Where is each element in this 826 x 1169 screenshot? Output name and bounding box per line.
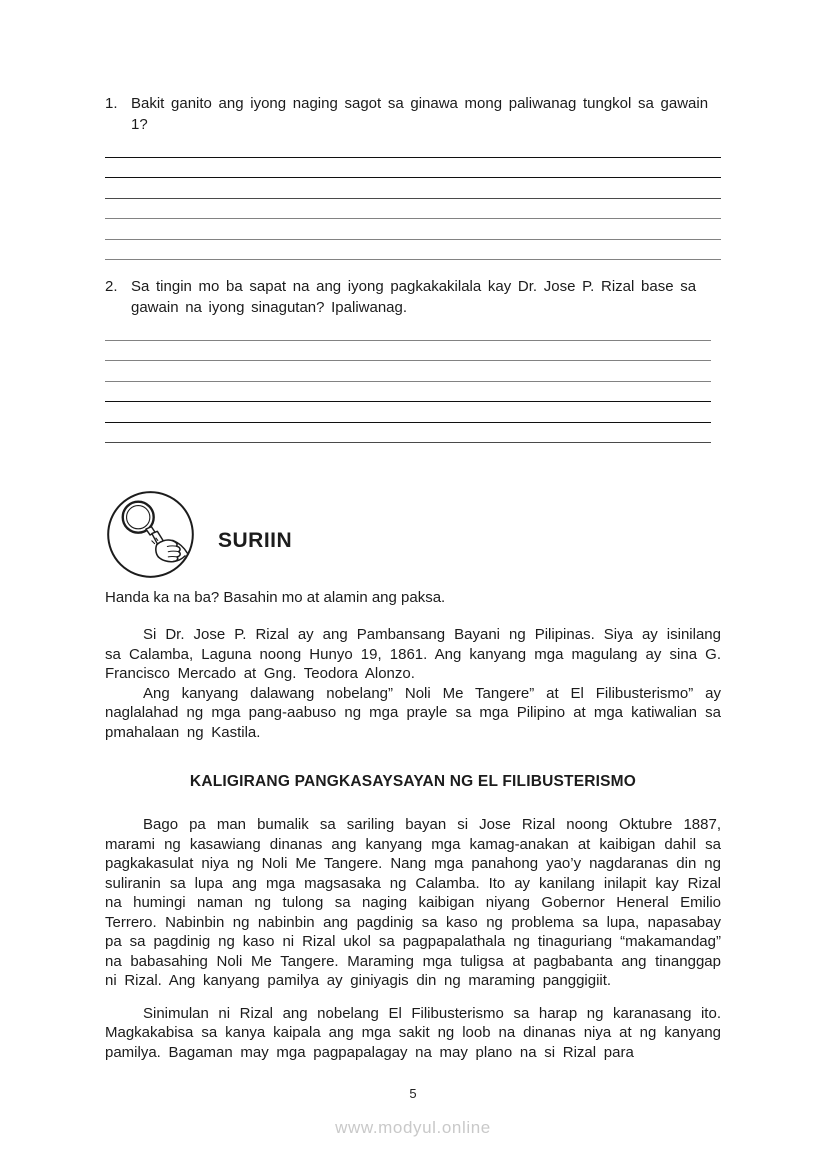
answer-line bbox=[105, 199, 721, 220]
suriin-section-header bbox=[105, 489, 721, 580]
question-1 bbox=[105, 93, 721, 135]
answer-line bbox=[105, 361, 711, 382]
question-2-block bbox=[105, 276, 721, 443]
section-title: SURIIN bbox=[218, 528, 293, 552]
lead-text: Handa ka na ba? Basahin mo at alamin ang paksa. bbox=[105, 589, 446, 606]
magnifier-hand-icon bbox=[105, 489, 196, 580]
question-2 bbox=[105, 276, 721, 318]
question-2-number: 2. bbox=[105, 278, 118, 295]
question-1-block bbox=[105, 93, 721, 260]
intro-paragraph-2: Ang kanyang dalawang nobelang” Noli Me Tangere” at El Filibusterismo” ay naglalahad ng mga pang-aabuso ng mga prayle sa mga Pilipino at mga katiwalian sa pmahalaan ng Kastila. bbox=[105, 684, 721, 741]
answer-line bbox=[105, 240, 721, 261]
question-1-text: Bakit ganito ang iyong naging sagot sa ginawa mong paliwanag tungkol sa gawain 1? bbox=[131, 95, 709, 133]
question-2-text: Sa tingin mo ba sapat na ang iyong pagkakakilala kay Dr. Jose P. Rizal base sa gawain na iyong sinagutan? Ipaliwanag. bbox=[131, 278, 697, 316]
page-number: 5 bbox=[409, 1086, 417, 1101]
answer-line bbox=[105, 158, 721, 179]
answer-line bbox=[105, 341, 711, 362]
body-paragraph-2: Sinimulan ni Rizal ang nobelang El Filibusterismo sa harap ng karanasang ito. Magkakabisa sa kanya kaipala ang mga sakit ng loob na dinanas niya at ng kanyang pamilya. Bagaman may mga pagpapalagay na may plano na si Rizal para bbox=[105, 1004, 721, 1061]
body-paragraph-1: Bago pa man bumalik sa sariling bayan si Jose Rizal noong Oktubre 1887, marami ng kasawiang dinanas ang kanyang mga kamag-anakan at kaibigan dahil sa pagkakasulat niya ng Noli Me Tangere. Nang mga panahong yao’y nagdaranas din ng suliranin sa lupa ang mga magsasaka ng Calamba. Ito ay kanilang inilapit kay Rizal na humingi naman ng tulong sa naging kaibigan niyang Gobernor Heneral Emilio Terrero. Nabinbin ng nabinbin ang pagdinig sa kaso ng problema sa lupa, napasabay pa sa pagdinig ng kaso ni Rizal ukol sa pagpapalathala ng tinaguriang “makamandag” na babasahing Noli Me Tangere. Maraming mga tuligsa at pagbabanta ang tinanggap ni Rizal. Ang kanyang pamilya ay giniyagis din ng maraming panggigiit. bbox=[105, 816, 721, 989]
answer-line bbox=[105, 137, 721, 158]
answer-line bbox=[105, 178, 721, 199]
intro-paragraph-1: Si Dr. Jose P. Rizal ay ang Pambansang Bayani ng Pilipinas. Siya ay isinilang sa Calamba, Laguna noong Hunyo 19, 1861. Ang kanyang mga magulang ay sina G. Francisco Mercado at Gng. Teodora Alonzo. bbox=[105, 626, 721, 682]
question-2-answer-lines bbox=[105, 320, 721, 443]
topic-heading: KALIGIRANG PANGKASAYSAYAN NG EL FILIBUSTERISMO bbox=[189, 773, 637, 790]
answer-line bbox=[105, 320, 711, 341]
answer-line bbox=[105, 402, 711, 423]
answer-line bbox=[105, 382, 711, 403]
question-1-answer-lines bbox=[105, 137, 721, 260]
answer-line bbox=[105, 219, 721, 240]
watermark-text: www.modyul.online bbox=[335, 1118, 491, 1137]
question-1-number: 1. bbox=[105, 95, 118, 112]
answer-line bbox=[105, 423, 711, 444]
